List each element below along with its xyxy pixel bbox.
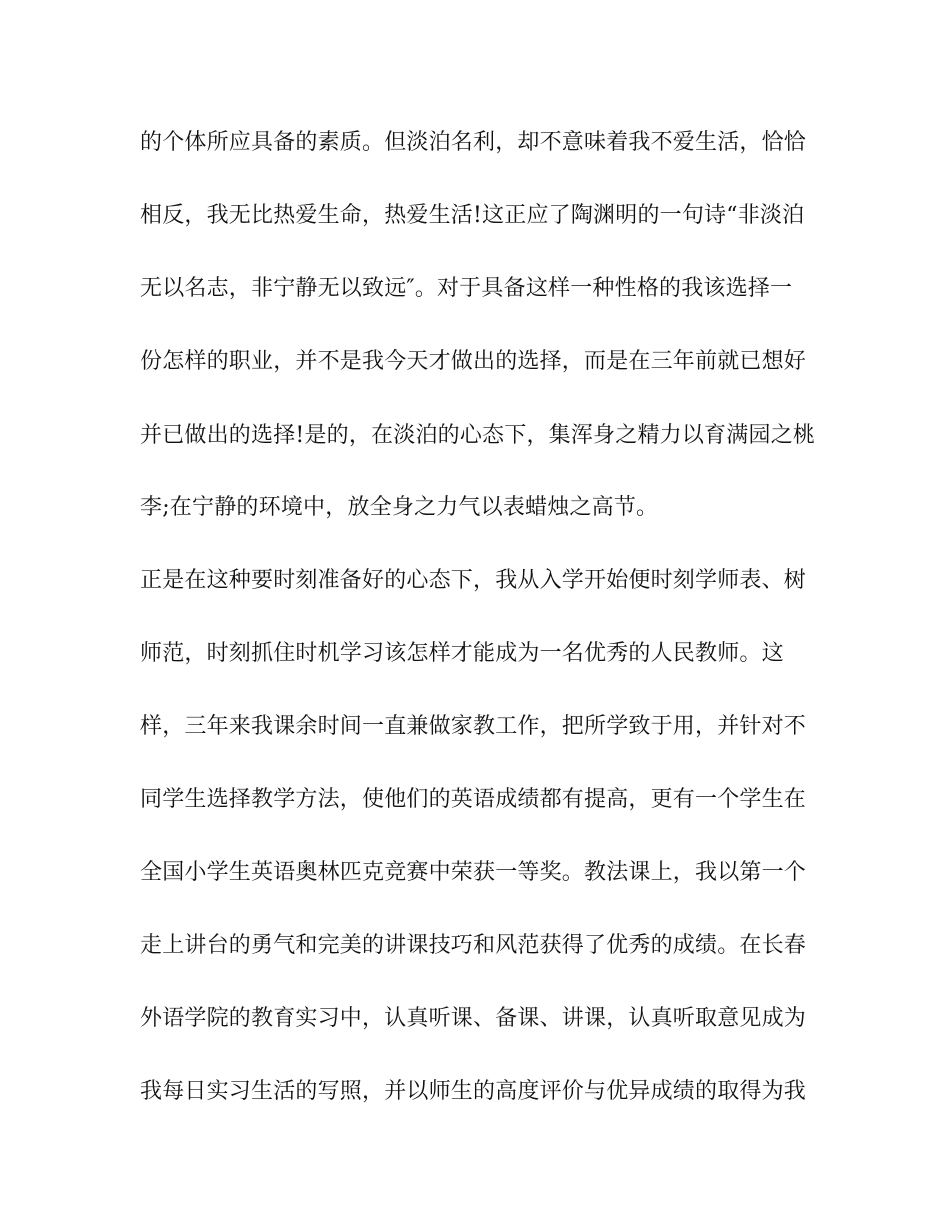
text-line: 同学生选择教学方法，使他们的英语成绩都有提高，更有一个学生在 <box>140 787 807 812</box>
text-line: 走上讲台的勇气和完美的讲课技巧和风范获得了优秀的成绩。在长春 <box>140 933 807 958</box>
text-line: 外语学院的教育实习中，认真听课、备课、讲课，认真听取意见成为 <box>140 1006 807 1031</box>
text-line: 样，三年来我课余时间一直兼做家教工作，把所学致于用，并针对不 <box>140 714 807 739</box>
text-line: 并已做出的选择!是的，在淡泊的心态下，集浑身之精力以育满园之桃 <box>140 423 816 448</box>
text-line: 师范，时刻抓住时机学习该怎样才能成为一名优秀的人民教师。这 <box>140 641 784 666</box>
text-line: 无以名志，非宁静无以致远″。对于具备这样一种性格的我该选择一 <box>140 276 793 301</box>
text-line: 份怎样的职业，并不是我今天才做出的选择，而是在三年前就已想好 <box>140 349 807 374</box>
text-line: 我每日实习生活的写照，并以师生的高度评价与优异成绩的取得为我 <box>140 1079 807 1104</box>
text-line: 正是在这种要时刻准备好的心态下，我从入学开始便时刻学师表、树 <box>140 568 807 593</box>
text-line: 相反，我无比热爱生命，热爱生活!这正应了陶渊明的一句诗“非淡泊 <box>140 203 805 228</box>
text-line: 李;在宁静的环境中，放全身之力气以表蜡烛之高节。 <box>140 495 659 520</box>
text-line: 的个体所应具备的素质。但淡泊名利，却不意味着我不爱生活，恰恰 <box>140 130 807 155</box>
text-line: 全国小学生英语奥林匹克竞赛中荣获一等奖。教法课上，我以第一个 <box>140 860 807 885</box>
